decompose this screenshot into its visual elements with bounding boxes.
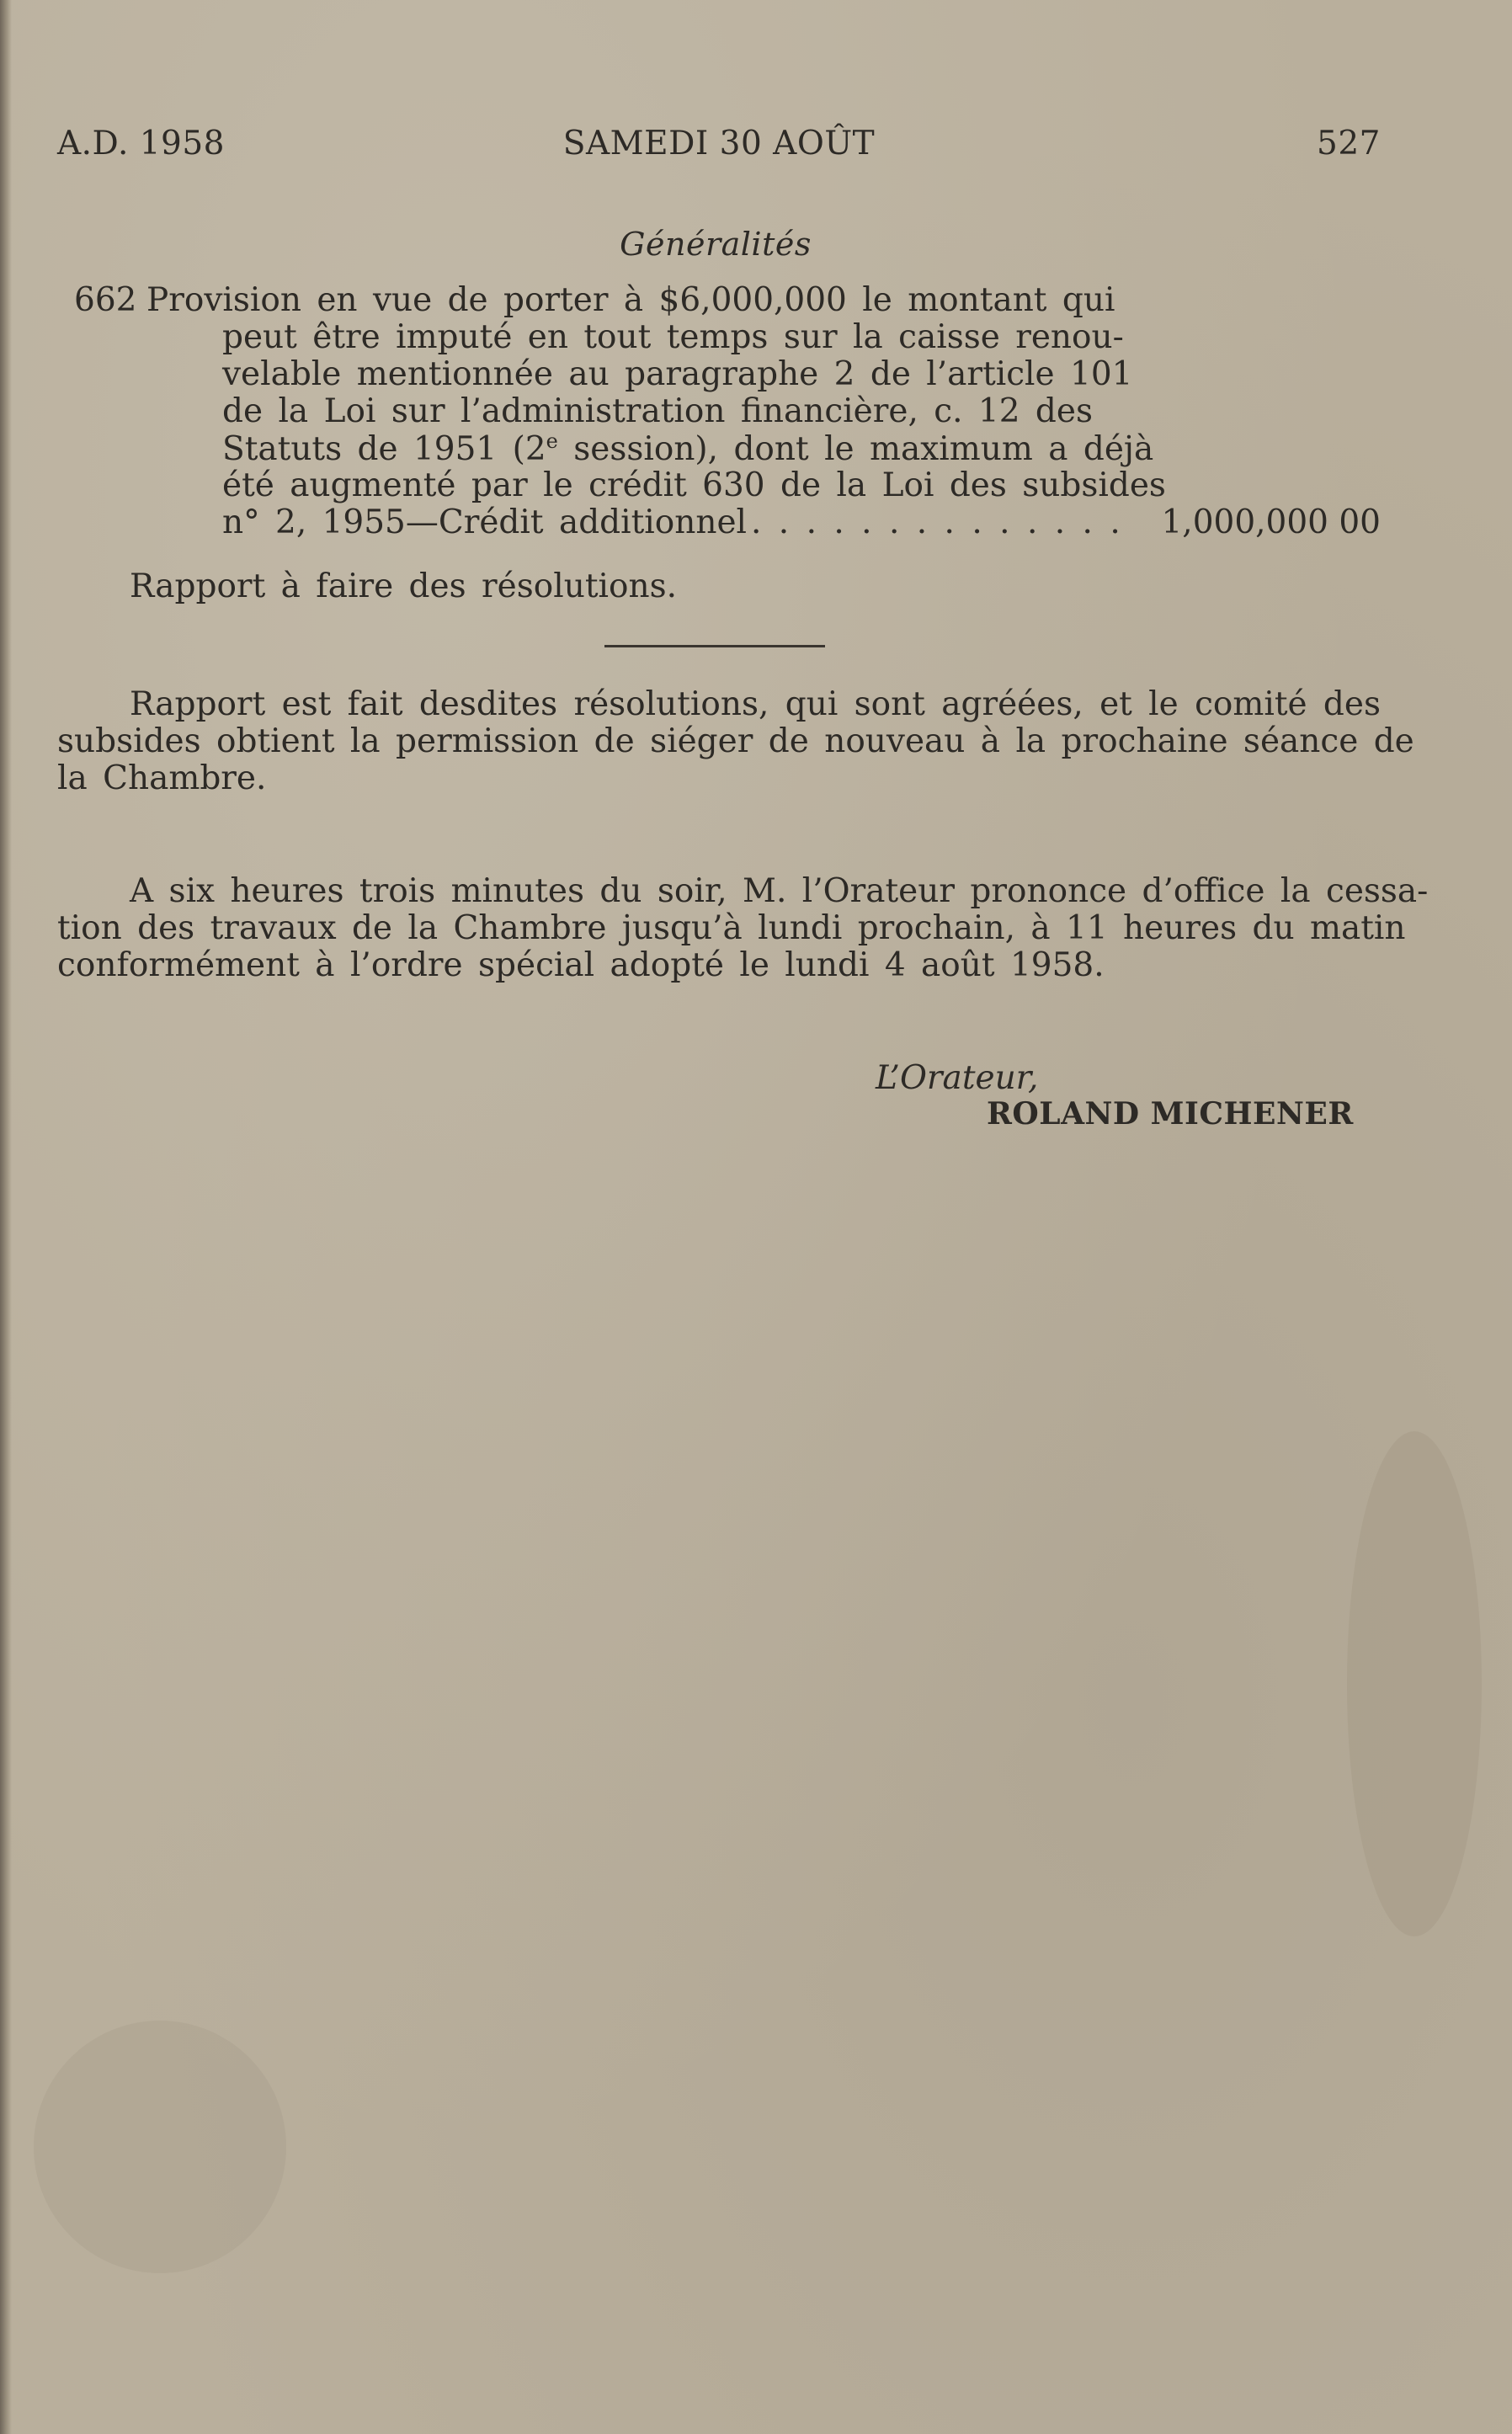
signature-name: ROLAND MICHENER [987,1096,1354,1132]
header-year: A.D. 1958 [57,125,225,162]
item-line: n° 2, 1955—Crédit additionnel [222,503,748,541]
item-line: été augmenté par le crédit 630 de la Loi des subsides [222,466,1166,504]
report-line: Rapport à faire des résolutions. [130,567,677,605]
paper-stain [1347,1431,1482,1936]
item-line: peut être imputé en tout temps sur la caisse renou- [222,318,1124,356]
item-line: de la Loi sur l’administration financière, c. 12 des [222,392,1093,430]
paragraph-line: Rapport est fait desdites résolutions, qui sont agréées, et le comité des [130,685,1381,723]
header-date: SAMEDI 30 AOÛT [562,125,876,162]
paragraph-line: subsides obtient la permission de siéger de nouveau à la prochaine séance de [57,722,1414,760]
paragraph-line: la Chambre. [57,759,267,797]
section-title: Généralités [620,226,812,263]
vote-amount: 1,000,000 00 [1161,503,1381,541]
section-divider [604,645,825,647]
paragraph-line: conformément à l’ordre spécial adopté le lundi 4 août 1958. [57,946,1105,984]
item-line: velable mentionnée au paragraphe 2 de l’article 101 [222,355,1133,393]
paragraph-line: tion des travaux de la Chambre jusqu’à lundi prochain, à 11 heures du matin [57,909,1406,947]
item-line: Provision en vue de porter à $6,000,000 le montant qui [146,281,1115,319]
leader-dots: . . . . . . . . . . . . . . [751,503,1124,541]
vote-number: 662 [74,281,137,319]
signature-title: L’Orateur, [876,1059,1039,1097]
page-number: 527 [1317,125,1381,162]
page-header [57,125,1381,167]
page-edge-shadow [0,0,12,2434]
paragraph-line: A six heures trois minutes du soir, M. l’Orateur prononce d’office la cessa- [130,872,1429,910]
item-line: Statuts de 1951 (2e session), dont le maximum a déjà [222,429,1154,468]
paper-stain [34,2021,286,2273]
